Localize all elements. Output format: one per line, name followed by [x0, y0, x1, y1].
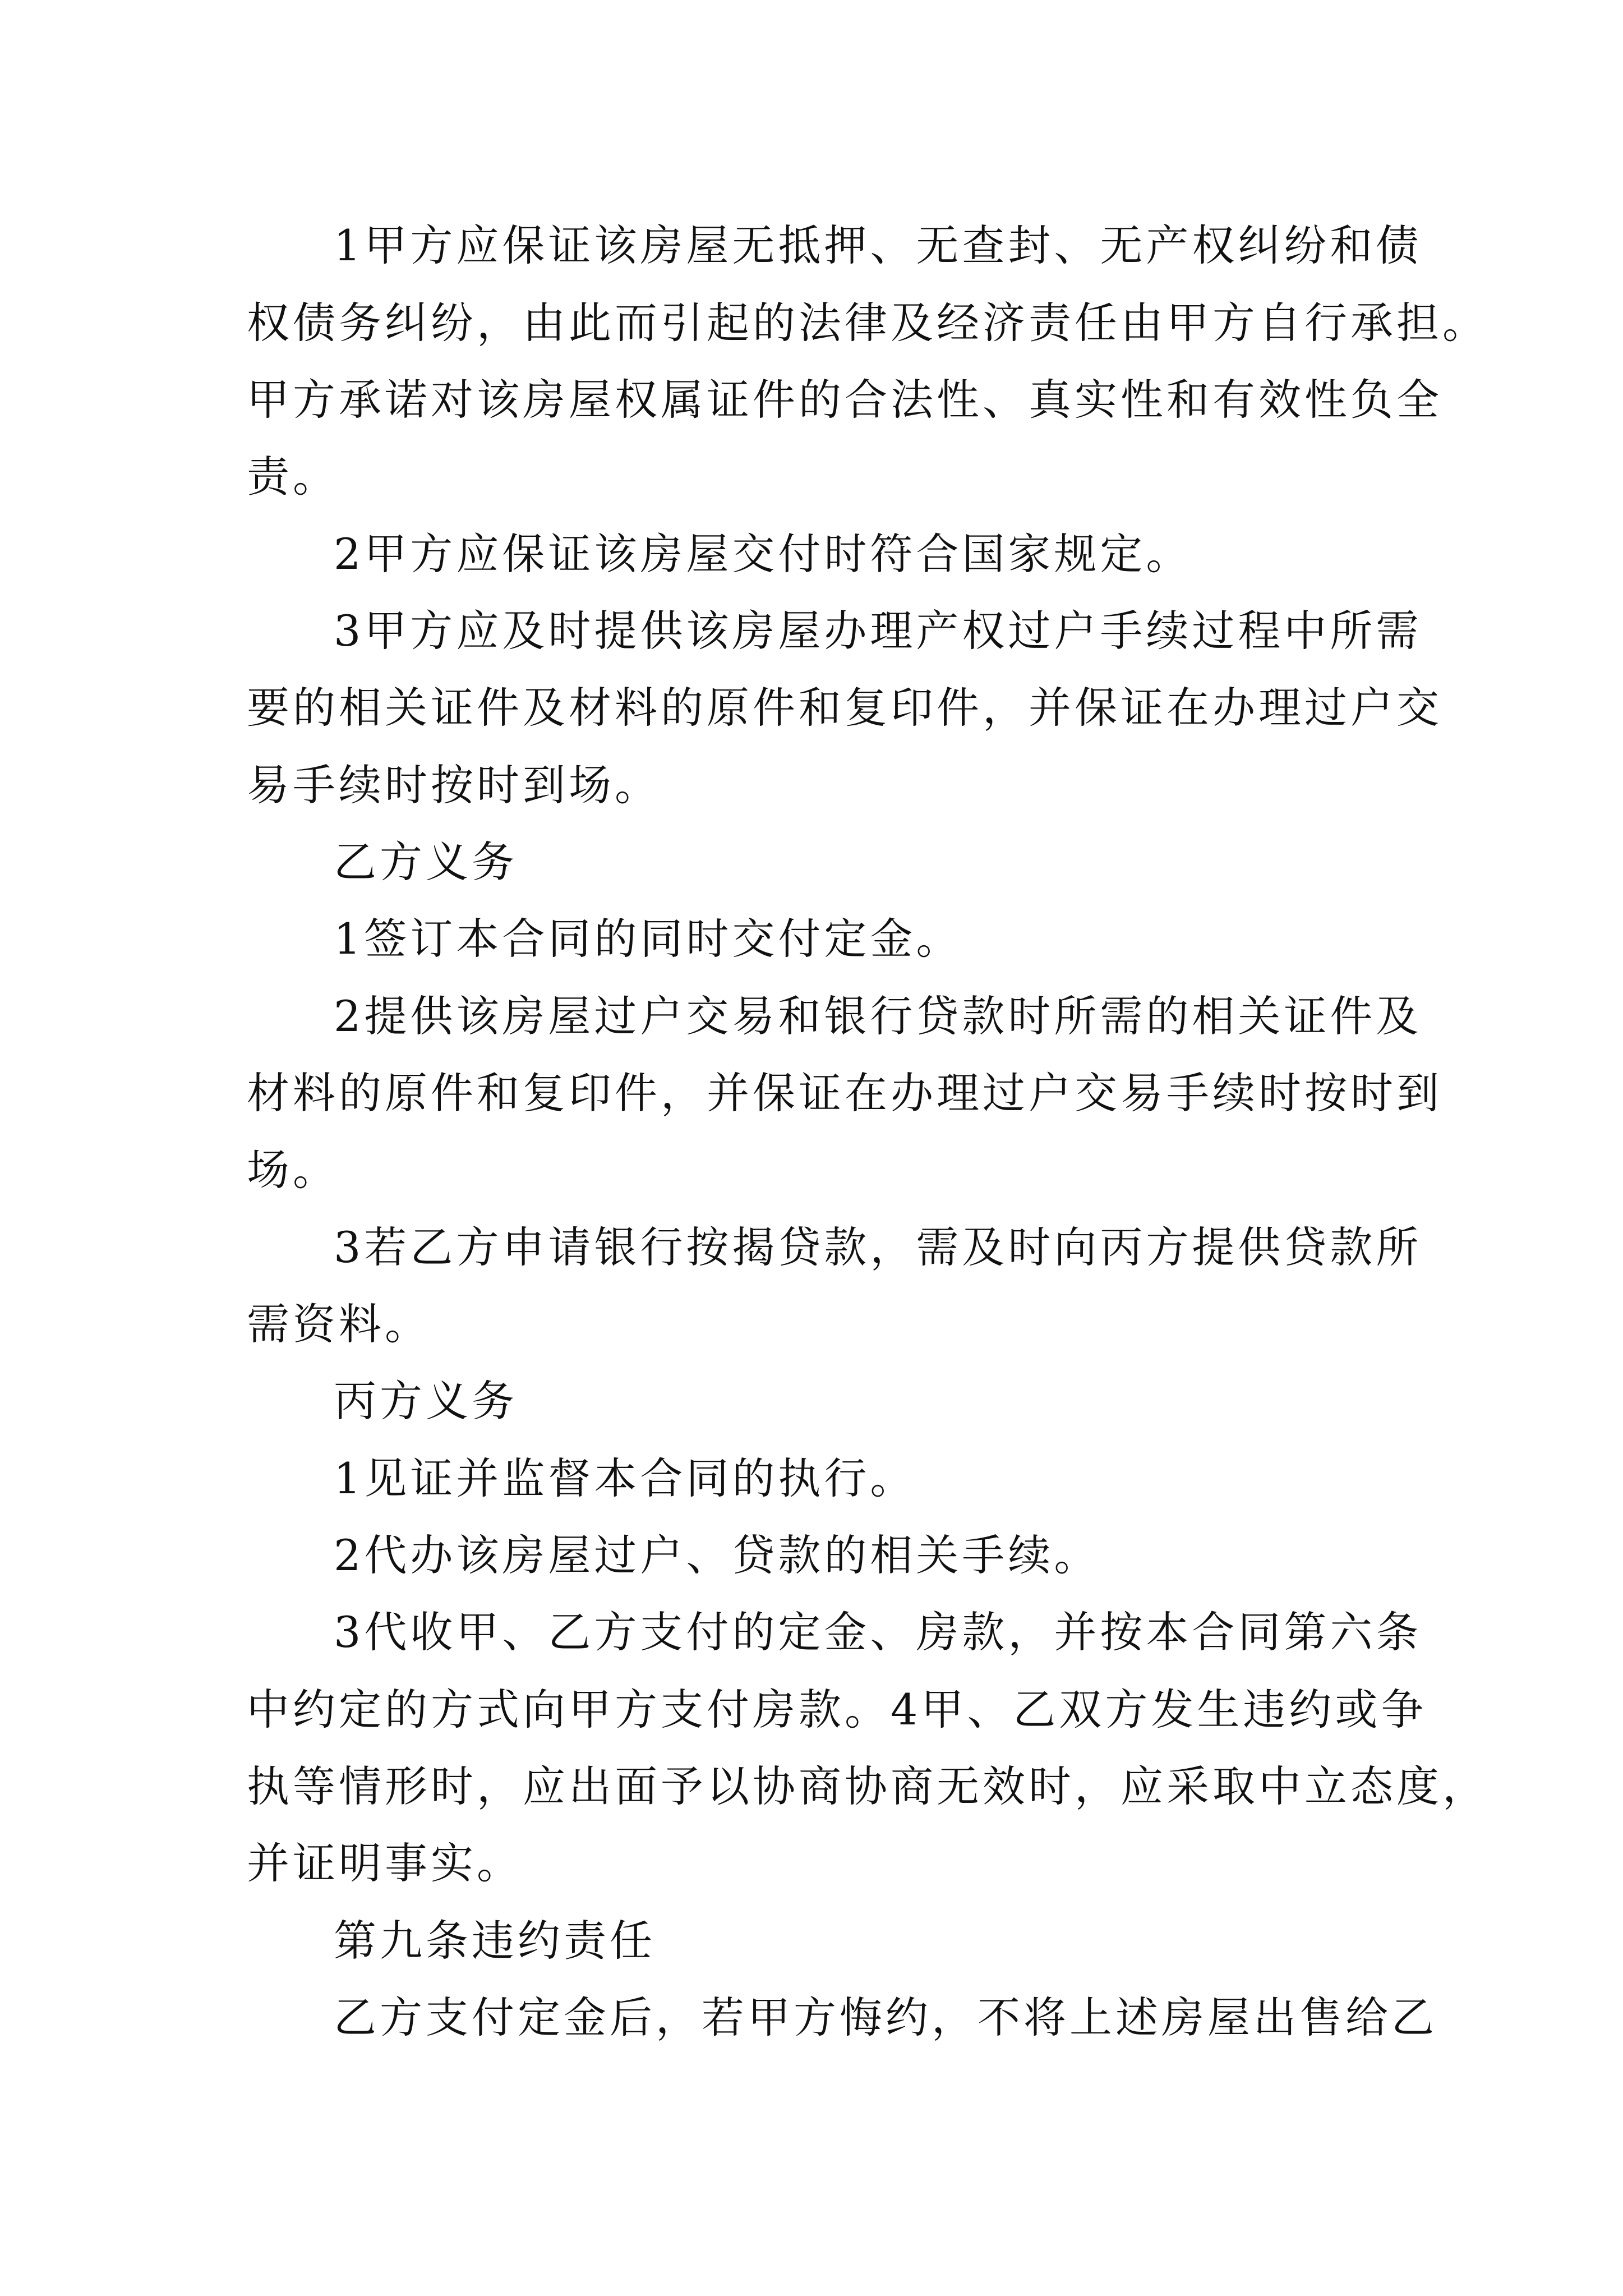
paragraph-line: 并证明事实。: [247, 1838, 523, 1888]
paragraph-line: 场。: [247, 1145, 339, 1195]
paragraph-line: 要的相关证件及材料的原件和复印件，并保证在办理过户交: [247, 683, 1442, 733]
paragraph-line: 权债务纠纷，由此而引起的法律及经济责任由甲方自行承担。: [247, 298, 1488, 348]
paragraph-line: 2代办该房屋过户、贷款的相关手续。: [334, 1530, 1100, 1580]
paragraph-line: 2甲方应保证该房屋交付时符合国家规定。: [334, 529, 1192, 579]
paragraph-line: 3甲方应及时提供该房屋办理产权过户手续过程中所需: [334, 606, 1422, 656]
paragraph-line: 1签订本合同的同时交付定金。: [334, 914, 962, 964]
paragraph-line: 中约定的方式向甲方支付房款。4甲、乙双方发生违约或争: [247, 1685, 1427, 1734]
section-heading: 乙方义务: [334, 837, 518, 887]
section-heading: 第九条违约责任: [334, 1916, 656, 1966]
paragraph-line: 甲方承诺对该房屋权属证件的合法性、真实性和有效性负全: [247, 375, 1442, 425]
paragraph-line: 易手续时按时到场。: [247, 760, 661, 810]
paragraph-line: 3若乙方申请银行按揭贷款，需及时向丙方提供贷款所: [334, 1222, 1422, 1272]
paragraph-line: 3代收甲、乙方支付的定金、房款，并按本合同第六条: [334, 1607, 1422, 1657]
paragraph-line: 责。: [247, 452, 339, 501]
paragraph-line: 1甲方应保证该房屋无抵押、无查封、无产权纠纷和债: [334, 220, 1422, 270]
section-heading: 丙方义务: [334, 1376, 518, 1426]
paragraph-line: 2提供该房屋过户交易和银行贷款时所需的相关证件及: [334, 991, 1422, 1041]
paragraph-line: 执等情形时，应出面予以协商协商无效时，应采取中立态度，: [247, 1761, 1488, 1811]
paragraph-line: 乙方支付定金后，若甲方悔约，不将上述房屋出售给乙: [334, 1993, 1437, 2042]
paragraph-line: 需资料。: [247, 1299, 431, 1349]
paragraph-line: 材料的原件和复印件，并保证在办理过户交易手续时按时到: [247, 1068, 1442, 1118]
paragraph-line: 1见证并监督本合同的执行。: [334, 1453, 916, 1503]
